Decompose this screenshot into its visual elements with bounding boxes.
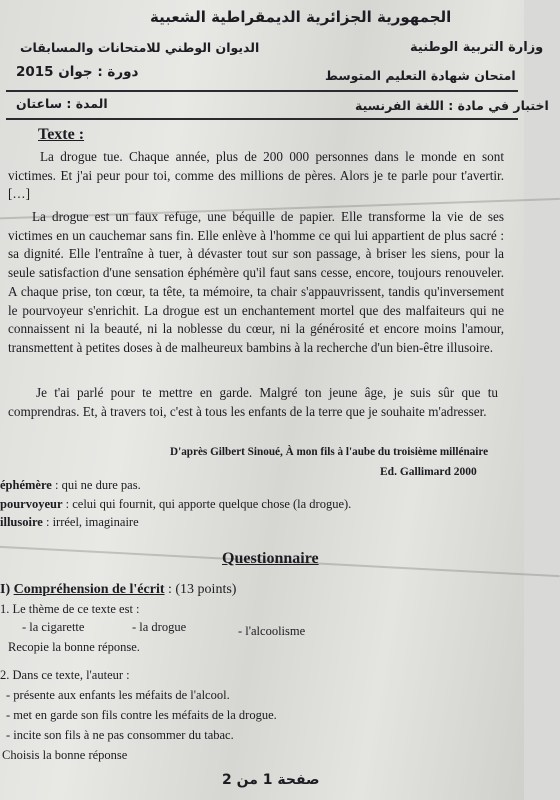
text-editor: Ed. Gallimard 2000 (380, 466, 477, 478)
section-title: Compréhension de l'écrit (13, 582, 165, 597)
glossary-term: pourvoyeur (0, 497, 63, 511)
section-points: : (13 points) (164, 582, 237, 597)
text-source: D'après Gilbert Sinoué, À mon fils à l'aube du troisième millénaire (170, 446, 489, 458)
q1-option: - l'alcoolisme (238, 624, 306, 638)
glossary-definition: : irréel, imaginaire (42, 515, 139, 529)
question-1: 1. Le thème de ce texte est : (0, 602, 140, 616)
q2-option: - incite son fils à ne pas consommer du tabac. (6, 728, 234, 742)
q1-option: - la cigarette (22, 620, 85, 634)
session-label: دورة : جوان 2015 (16, 64, 139, 80)
question-2: 2. Dans ce texte, l'auteur : (0, 668, 130, 682)
header-divider (6, 118, 518, 120)
texte-paragraph-2: La drogue est un faux refuge, une béquille de papier. Elle transforme la vie de ses victimes en un cauchemar sans fin. Elle enlève à l'homme ce qui lui appartient de plus sacré : sa dignité. Elle l'entraîne à tuer, à dévaster tout sur son passage, à briser les siens, pour la seule satisfaction d'une sensation éphémère qu'il faut sans cesse, encore, toujours renouveler. A chaque prise, ton cœur, ta tête, ta mémoire, ta chair s'appauvrissent, tandis qu'inversement le pourvoyeur s'enrichit. La drogue est un enchantement mortel que des malfaiteurs qui ne connaissent ni la beauté, ni la noblesse du cœur, ni la générosité et encore moins l'amour, transmettent à petites doses à de malheureux bambins à la recherche d'un bien-être illusoire. (8, 209, 504, 355)
glossary-item (0, 497, 351, 512)
duration-label: المدة : ساعتان (16, 96, 108, 111)
page-number: صفحة 1 من 2 (222, 772, 320, 788)
q2-option: - présente aux enfants les méfaits de l'alcool. (6, 688, 230, 702)
subject-label: اختبار في مادة : اللغة الفرنسية (355, 98, 549, 113)
glossary-term: illusoire (0, 515, 43, 529)
glossary-term: éphémère (0, 478, 52, 492)
texte-title: Texte : (38, 126, 85, 143)
texte-paragraph-1: La drogue tue. Chaque année, plus de 200 000 personnes dans le monde en sont victimes. Et j'ai peur pour toi, comme des millions de pères. Alors je te parle pour t'avertir. […] (8, 149, 504, 202)
republic-title: الجمهورية الجزائرية الديمقراطية الشعبية (150, 8, 452, 26)
texte-paragraph-3: Je t'ai parlé pour te mettre en garde. Malgré ton jeune âge, je suis sûr que tu comprendras. Et, à travers toi, c'est à tous les enfants de la terre que je souhaite m'adresser. (8, 385, 498, 419)
ministry-name: وزارة التربية الوطنية (410, 40, 544, 55)
glossary-definition: : celui qui fournit, qui apporte quelque chose (la drogue). (62, 497, 352, 511)
header-divider (6, 90, 518, 92)
q1-instruction: Recopie la bonne réponse. (8, 640, 140, 654)
q2-option: - met en garde son fils contre les méfaits de la drogue. (6, 708, 277, 722)
office-name: الديوان الوطني للامتحانات والمسابقات (20, 40, 260, 55)
section-heading (0, 582, 236, 598)
exam-name: امتحان شهادة التعليم المتوسط (325, 68, 516, 83)
glossary-definition: : qui ne dure pas. (51, 478, 141, 492)
q1-option: - la drogue (132, 620, 187, 634)
questionnaire-title: Questionnaire (222, 550, 319, 567)
glossary-item (0, 478, 141, 493)
glossary-item (0, 515, 139, 530)
section-number: I) (0, 582, 11, 597)
q2-instruction: Choisis la bonne réponse (2, 748, 128, 762)
